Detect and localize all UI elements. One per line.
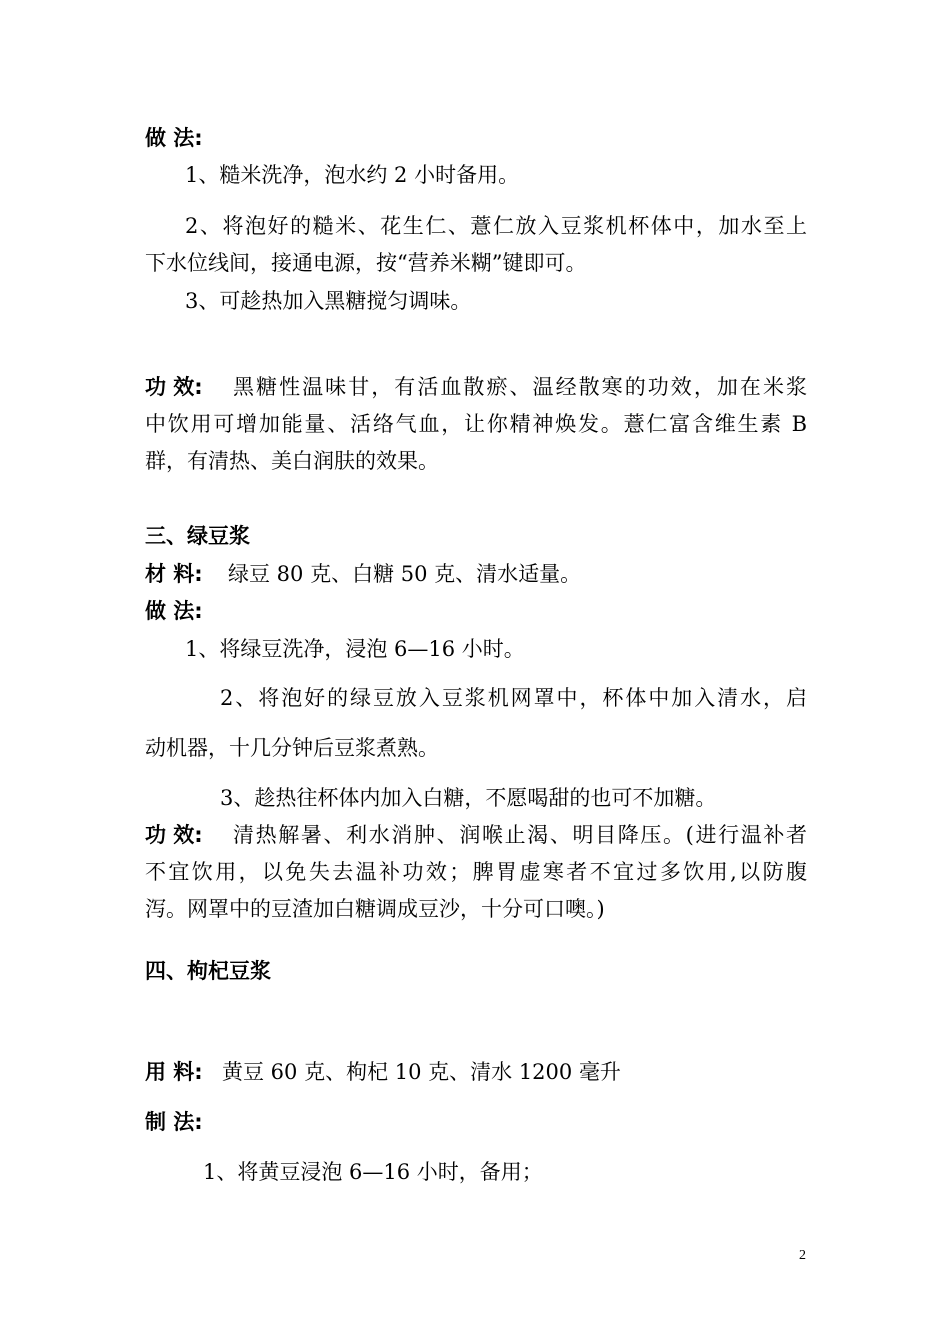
effect-text: 清热解暑、利水消肿、润喉止渴、明目降压。(进行温补者 [233, 823, 807, 847]
step-3: 3、趁热往杯体内加入白糖，不愿喝甜的也可不加糖。 [220, 786, 717, 810]
method-label: 制 法: [145, 1110, 203, 1134]
effect-text-cont: 不宜饮用，以免失去温补功效；脾胃虚寒者不宜过多饮用,以防腹 [145, 860, 807, 884]
effect-text: 黑糖性温味甘，有活血散瘀、温经散寒的功效，加在米浆 [233, 375, 807, 399]
step-2-cont: 下水位线间，接通电源，按“营养米糊”键即可。 [145, 251, 587, 275]
effect-label: 功 效: [145, 375, 203, 399]
material-label: 用 料: [145, 1060, 203, 1084]
material-label: 材 料: [145, 562, 203, 586]
material-text: 黄豆 60 克、枸杞 10 克、清水 1200 毫升 [222, 1060, 621, 1084]
method-label: 做 法: [145, 599, 203, 623]
step-1: 1、将黄豆浸泡 6—16 小时，备用； [203, 1160, 543, 1184]
section-title: 三、绿豆浆 [145, 524, 250, 548]
step-1: 1、糙米洗净，泡水约 2 小时备用。 [185, 163, 520, 187]
step-3: 3、可趁热加入黑糖搅匀调味。 [185, 289, 472, 313]
step-1: 1、将绿豆洗净，浸泡 6—16 小时。 [185, 637, 525, 661]
step-2-cont: 动机器，十几分钟后豆浆煮熟。 [145, 736, 439, 760]
effect-text-end: 群，有清热、美白润肤的效果。 [145, 449, 439, 473]
material-text: 绿豆 80 克、白糖 50 克、清水适量。 [228, 562, 582, 586]
effect-text-end: 泻。网罩中的豆渣加白糖调成豆沙，十分可口噢。) [145, 897, 605, 921]
effect-label: 功 效: [145, 823, 203, 847]
step-2: 2、将泡好的糙米、花生仁、薏仁放入豆浆机杯体中，加水至上 [185, 214, 807, 238]
method-label: 做 法: [145, 126, 203, 150]
step-2: 2、将泡好的绿豆放入豆浆机网罩中，杯体中加入清水，启 [220, 686, 807, 710]
section-title: 四、枸杞豆浆 [145, 959, 271, 983]
effect-text-cont: 中饮用可增加能量、活络气血，让你精神焕发。薏仁富含维生素 B [145, 412, 807, 436]
page-number: 2 [799, 1248, 806, 1263]
